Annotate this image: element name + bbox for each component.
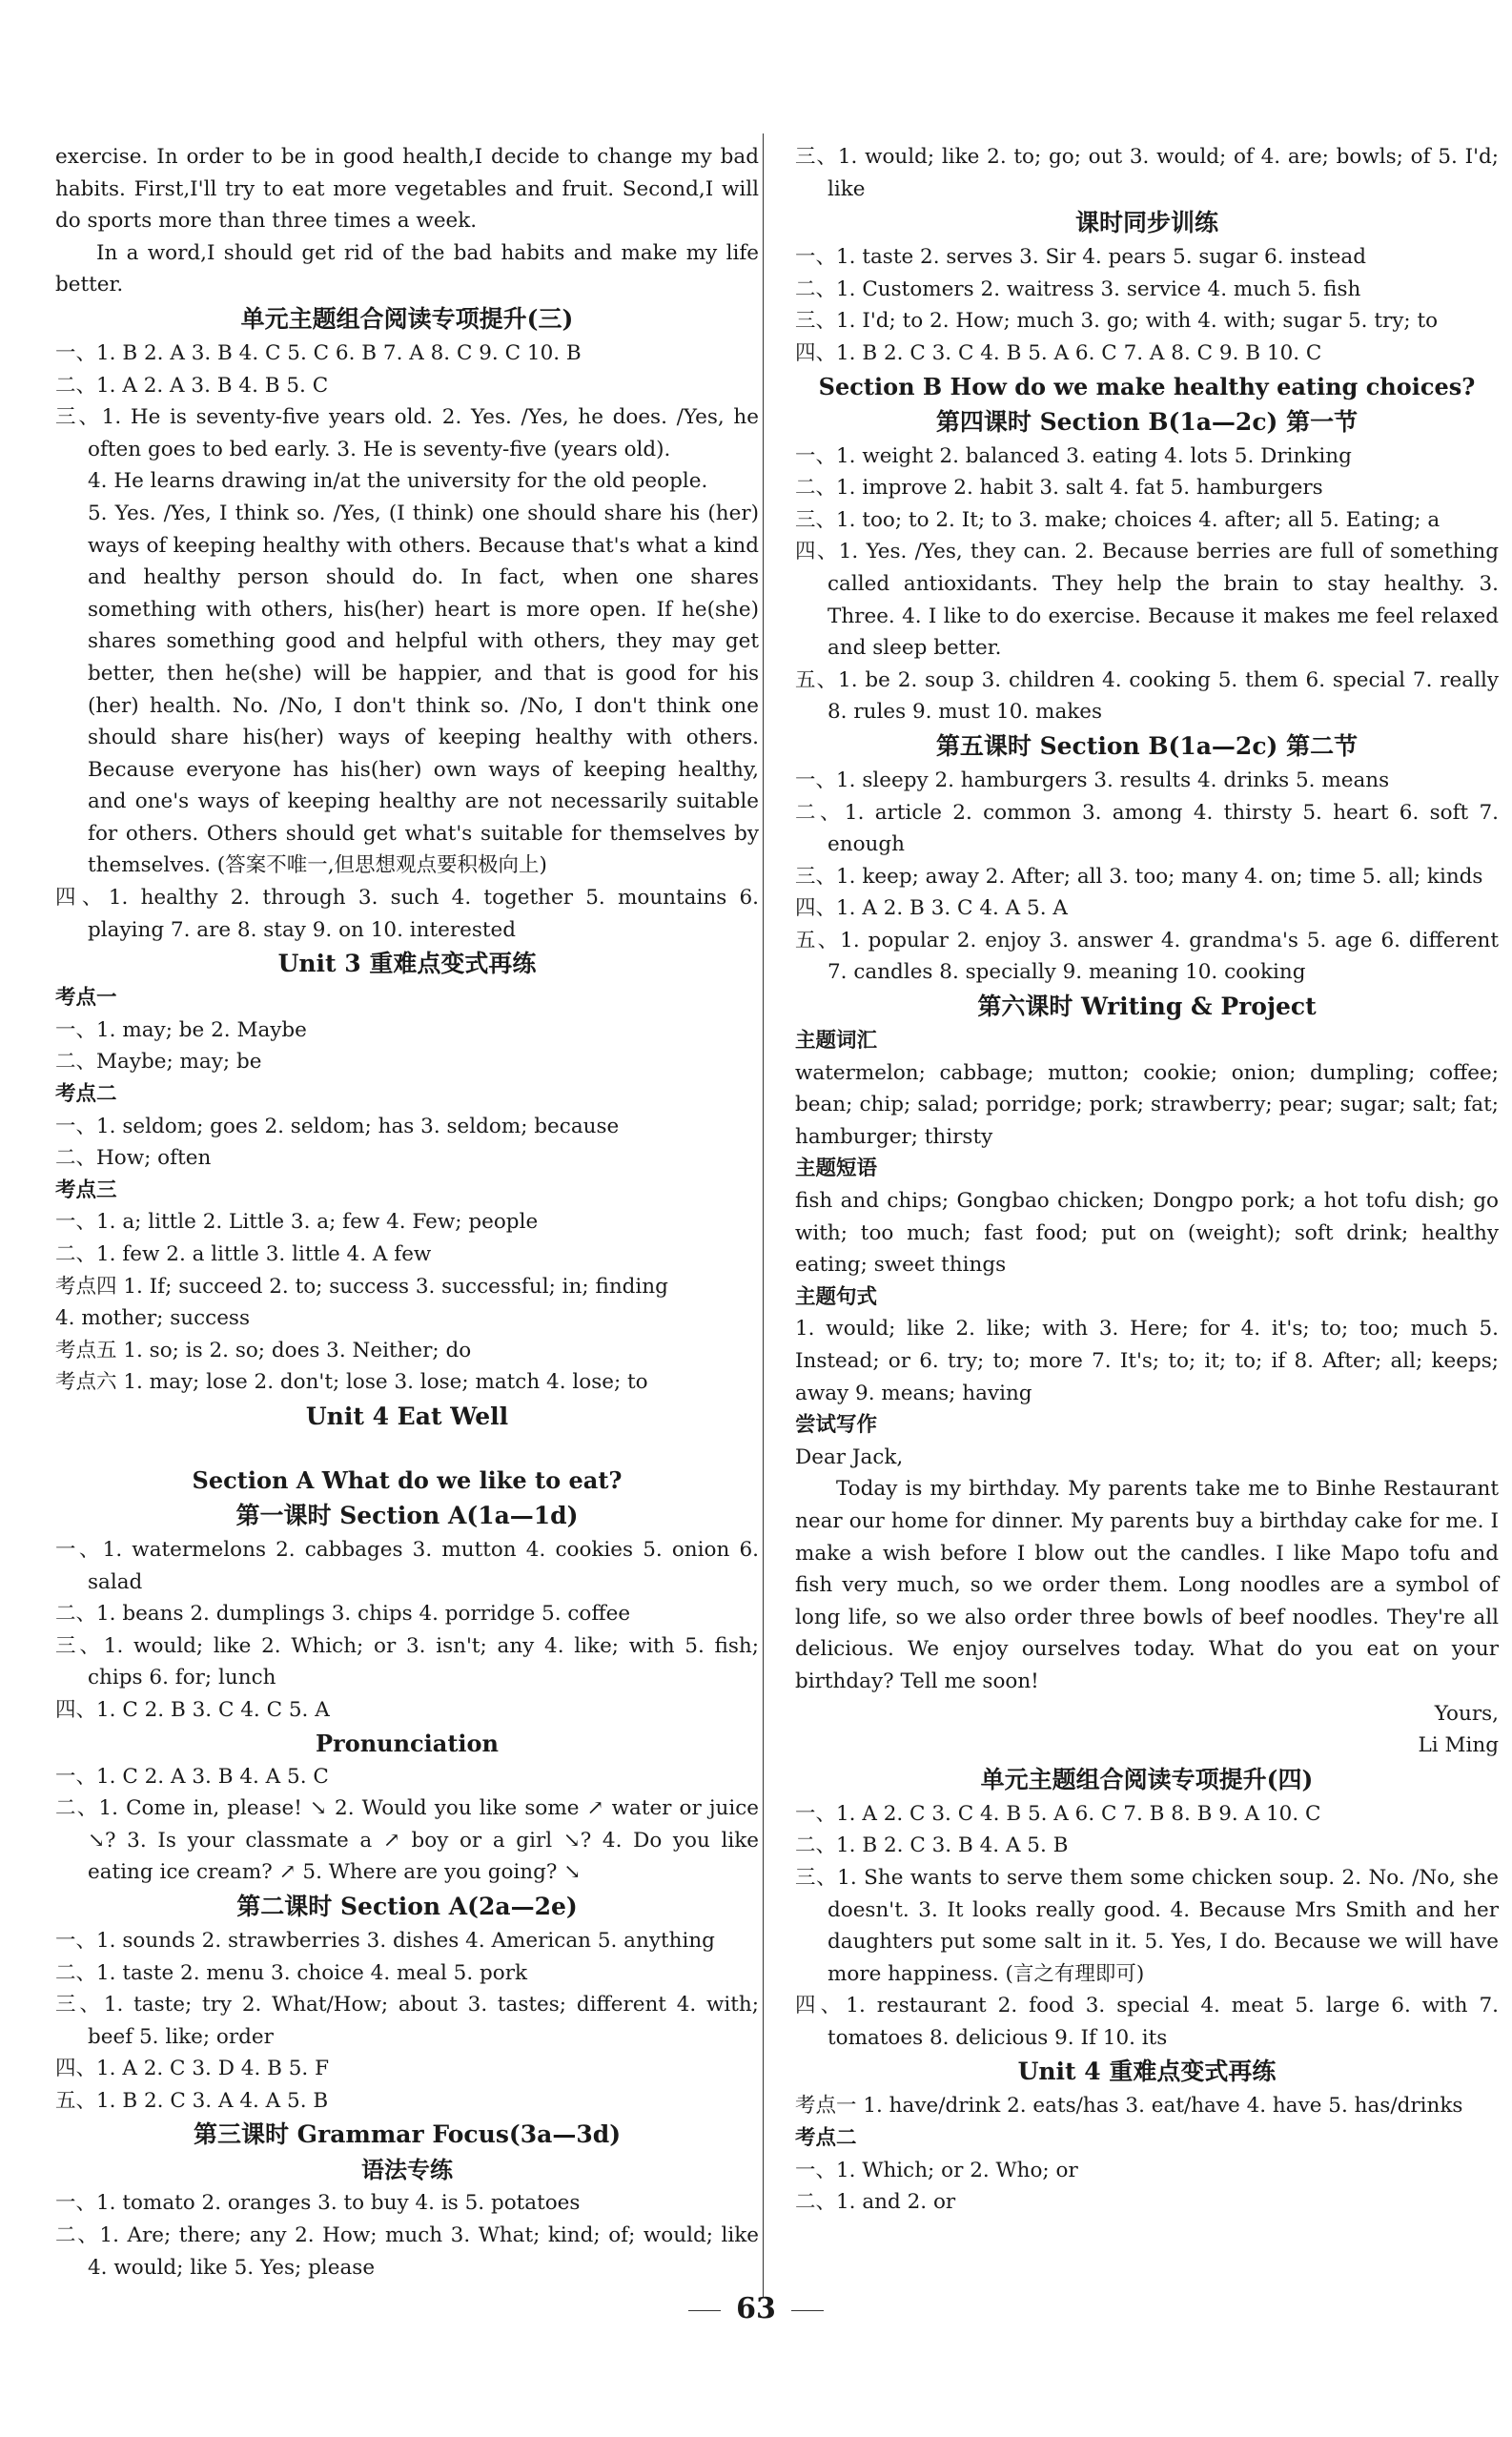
point-label: 主题词汇 — [795, 1029, 878, 1054]
answer-line: 考点六 1. may; lose 2. don't; lose 3. lose; match 4. lose; to — [55, 1370, 648, 1395]
section-heading: Unit 3 重难点变式再练 — [277, 950, 537, 978]
answer-line: fish and chips; Gongbao chicken; Dongpo pork; a hot tofu dish; go with; too much; fast food; put on (weight); soft drink; healthy eating; sweet things — [795, 1189, 1499, 1278]
answer-item: 四、1. healthy 2. through 3. such 4. together 5. mountains 6. playing 7. are 8. stay 9. on 10. interested — [55, 886, 759, 942]
section-heading: Unit 4 Eat Well — [305, 1402, 509, 1430]
point-label: 主题短语 — [795, 1157, 878, 1181]
answer-continuation: 5. Yes. /Yes, I think so. /Yes, (I think) one should share his (her) ways of keeping healthy with others. Because that's what a kind and healthy person should do. In fact, when one shares something with others, his(her) heart is more open. If he(she) shares something good and helpful with others, they may get better, then he(she) will be happier, and that is good for his (her) health. No. /No, I don't think so. /No, I don't think one should share his(her) ways of keeping healthy with others. Because everyone has his(her) own ways of keeping healthy, and one's ways of keeping healthy are not necessarily suitable for others. Others should get what's suitable for themselves by themselves. (答案不唯一,但思想观点要积极向上) — [88, 501, 759, 878]
answer-item: 一、1. taste 2. serves 3. Sir 4. pears 5. sugar 6. instead — [795, 245, 1366, 270]
subsection-heading: Section B How do we make healthy eating choices? — [818, 372, 1476, 400]
answer-item: 三、1. would; like 2. Which; or 3. isn't; any 4. like; with 5. fish; chips 6. for; lunch — [55, 1633, 759, 1690]
left-column — [55, 141, 759, 2283]
section-heading: 第一课时 Section A(1a—1d) — [235, 1501, 579, 1529]
answer-item: 三、1. would; like 2. to; go; out 3. would; of 4. are; bowls; of 5. I'd; like — [795, 145, 1499, 201]
subsection-heading: Section A What do we like to eat? — [192, 1465, 623, 1494]
answer-line: exercise. In order to be in good health,I decide to change my bad habits. First,I'll try to eat more vegetables and fruit. Second,I will do sports more than three times a week. — [55, 145, 759, 234]
answer-item: 二、1. Customers 2. waitress 3. service 4. much 5. fish — [795, 276, 1361, 301]
section-heading: 课时同步训练 — [1074, 209, 1218, 237]
answer-item: 四、1. C 2. B 3. C 4. C 5. A — [55, 1697, 330, 1722]
point-label: 考点三 — [55, 1178, 117, 1202]
answer-item: 一、1. may; be 2. Maybe — [55, 1017, 307, 1042]
footer-dash-left — [688, 2310, 721, 2311]
answer-item: 四、1. A 2. C 3. D 4. B 5. F — [55, 2057, 330, 2081]
answer-item: 一、1. tomato 2. oranges 3. to buy 4. is 5. potatoes — [55, 2191, 581, 2216]
answer-item: 五、1. popular 2. enjoy 3. answer 4. grandma's 5. age 6. different 7. candles 8. specially 9. meaning 10. cooking — [795, 928, 1499, 985]
answer-item: 二、1. B 2. C 3. B 4. A 5. B — [795, 1833, 1069, 1858]
answer-line: 考点一 1. have/drink 2. eats/has 3. eat/have 4. have 5. has/drinks — [795, 2094, 1463, 2119]
answer-item: 三、1. keep; away 2. After; all 3. too; many 4. on; time 5. all; kinds — [795, 864, 1483, 889]
answer-item: 三、1. I'd; to 2. How; much 3. go; with 4. with; sugar 5. try; to — [795, 309, 1439, 334]
footer-dash-right — [791, 2310, 824, 2311]
point-label: 主题句式 — [795, 1284, 878, 1309]
answer-item: 二、Maybe; may; be — [55, 1050, 262, 1075]
answer-item: 一、1. seldom; goes 2. seldom; has 3. seldom; because — [55, 1114, 620, 1138]
section-heading: 单元主题组合阅读专项提升(三) — [240, 304, 574, 333]
page-number: 63 — [736, 2292, 776, 2325]
answer-item: 二、1. beans 2. dumplings 3. chips 4. porridge 5. coffee — [55, 1602, 631, 1627]
answer-item: 一、1. a; little 2. Little 3. a; few 4. Few; people — [55, 1210, 539, 1235]
answer-item: 三、1. He is seventy-five years old. 2. Yes. /Yes, he does. /Yes, he often goes to bed early. 3. He is seventy-five (years old). — [55, 405, 759, 461]
answer-item: 一、1. watermelons 2. cabbages 3. mutton 4. cookies 5. onion 6. salad — [55, 1537, 759, 1594]
section-heading: 第六课时 Writing & Project — [977, 993, 1317, 1021]
section-heading: 第五课时 Section B(1a—2c) 第二节 — [935, 731, 1359, 760]
subsection-heading: 语法专练 — [361, 2156, 453, 2184]
answer-item: 一、1. weight 2. balanced 3. eating 4. lots 5. Drinking — [795, 443, 1352, 468]
section-heading: 第二课时 Section A(2a—2e) — [236, 1892, 578, 1920]
answer-line: 考点五 1. so; is 2. so; does 3. Neither; do — [55, 1338, 472, 1362]
signature-line: Li Ming — [1418, 1733, 1499, 1758]
column-divider — [763, 133, 764, 2298]
answer-item: 四、1. B 2. C 3. C 4. B 5. A 6. C 7. A 8. C 9. B 10. C — [795, 340, 1322, 365]
answer-item: 二、1. Come in, please! ↘ 2. Would you like some ↗ water or juice ↘? 3. Is your classmate a ↗ boy or a girl ↘? 4. Do you like eating ice cream? ↗ 5. Where are you going? ↘ — [55, 1796, 759, 1885]
answer-item: 二、1. Are; there; any 2. How; much 3. What; kind; of; would; like 4. would; like 5. Yes; please — [55, 2223, 759, 2280]
answer-item: 二、1. and 2. or — [795, 2190, 956, 2215]
answer-item: 三、1. taste; try 2. What/How; about 3. tastes; different 4. with; beef 5. like; order — [55, 1993, 759, 2049]
section-heading: 第四课时 Section B(1a—2c) 第一节 — [935, 407, 1359, 436]
answer-line: 4. mother; success — [55, 1306, 250, 1331]
answer-item: 三、1. She wants to serve them some chicken soup. 2. No. /No, she doesn't. 3. It looks really good. 4. Because Mrs Smith and her daughters put some salt in it. 5. Yes, I do. Because we will have more happiness. (言之有理即可) — [795, 1865, 1499, 1986]
answer-item: 一、1. Which; or 2. Who; or — [795, 2158, 1078, 2182]
answer-item: 二、1. A 2. A 3. B 4. B 5. C — [55, 373, 329, 398]
answer-item: 二、1. improve 2. habit 3. salt 4. fat 5. hamburgers — [795, 476, 1323, 501]
answer-item: 五、1. B 2. C 3. A 4. A 5. B — [55, 2088, 329, 2113]
answer-item: 三、1. too; to 2. It; to 3. make; choices 4. after; all 5. Eating; a — [795, 507, 1440, 532]
point-label: 考点二 — [795, 2126, 857, 2151]
answer-item: 一、1. sleepy 2. hamburgers 3. results 4. drinks 5. means — [795, 768, 1390, 792]
page-footer — [0, 2292, 1512, 2325]
point-label: 考点一 — [55, 986, 117, 1011]
answer-item: 四、1. A 2. B 3. C 4. A 5. A — [795, 896, 1068, 921]
answer-item: 二、How; often — [55, 1146, 212, 1171]
answer-line: 考点四 1. If; succeed 2. to; success 3. successful; in; finding — [55, 1274, 668, 1299]
answer-item: 二、1. article 2. common 3. among 4. thirsty 5. heart 6. soft 7. enough — [795, 800, 1499, 857]
answer-item: 二、1. few 2. a little 3. little 4. A few — [55, 1242, 432, 1266]
answer-item: 二、1. taste 2. menu 3. choice 4. meal 5. pork — [55, 1960, 528, 1985]
answer-line: watermelon; cabbage; mutton; cookie; onion; dumpling; coffee; bean; chip; salad; porridge; pork; strawberry; pear; sugar; salt; fat; hamburger; thirsty — [795, 1060, 1499, 1149]
answer-item: 一、1. A 2. C 3. C 4. B 5. A 6. C 7. B 8. B 9. A 10. C — [795, 1801, 1321, 1826]
section-heading: 第三课时 Grammar Focus(3a—3d) — [193, 2120, 622, 2149]
answer-continuation: 4. He learns drawing in/at the university for the old people. — [88, 469, 708, 494]
signature-line: Yours, — [1434, 1701, 1499, 1726]
salutation: Dear Jack, — [795, 1444, 904, 1469]
paragraph: Today is my birthday. My parents take me to Binhe Restaurant near our home for dinner. My parents buy a birthday cake for me. I make a wish before I blow out the candles. I like Mapo tofu and fish very much, so we order them. Long noodles are a symbol of long life, so we also order three bowls of beef noodles. They're all delicious. We enjoy ourselves today. What do you eat on your birthday? Tell me soon! — [795, 1477, 1499, 1693]
section-heading: Unit 4 重难点变式再练 — [1017, 2058, 1277, 2086]
point-label: 考点二 — [55, 1082, 117, 1107]
subsection-heading: Pronunciation — [316, 1729, 499, 1757]
right-column — [795, 141, 1499, 2219]
answer-item: 四、1. Yes. /Yes, they can. 2. Because berries are full of something called antioxidants. They help the brain to stay healthy. 3. Three. 4. I like to do exercise. Because it makes me feel relaxed and sleep better. — [795, 540, 1499, 661]
answer-item: 五、1. be 2. soup 3. children 4. cooking 5. them 6. special 7. really 8. rules 9. must 10. makes — [795, 667, 1499, 725]
answer-item: 一、1. B 2. A 3. B 4. C 5. C 6. B 7. A 8. C 9. C 10. B — [55, 340, 582, 365]
answer-item: 一、1. C 2. A 3. B 4. A 5. C — [55, 1764, 329, 1789]
answer-line: 1. would; like 2. like; with 3. Here; for 4. it's; to; too; much 5. Instead; or 6. try; to; more 7. It's; to; it; to; if 8. After; all; keeps; away 9. means; having — [795, 1317, 1499, 1405]
section-heading: 单元主题组合阅读专项提升(四) — [980, 1765, 1314, 1793]
answer-item: 四、1. restaurant 2. food 3. special 4. meat 5. large 6. with 7. tomatoes 8. delicious 9. If 10. its — [795, 1994, 1499, 2050]
paragraph: In a word,I should get rid of the bad habits and make my life better. — [55, 240, 759, 297]
answer-item: 一、1. sounds 2. strawberries 3. dishes 4. American 5. anything — [55, 1928, 715, 1953]
point-label: 尝试写作 — [795, 1413, 878, 1438]
